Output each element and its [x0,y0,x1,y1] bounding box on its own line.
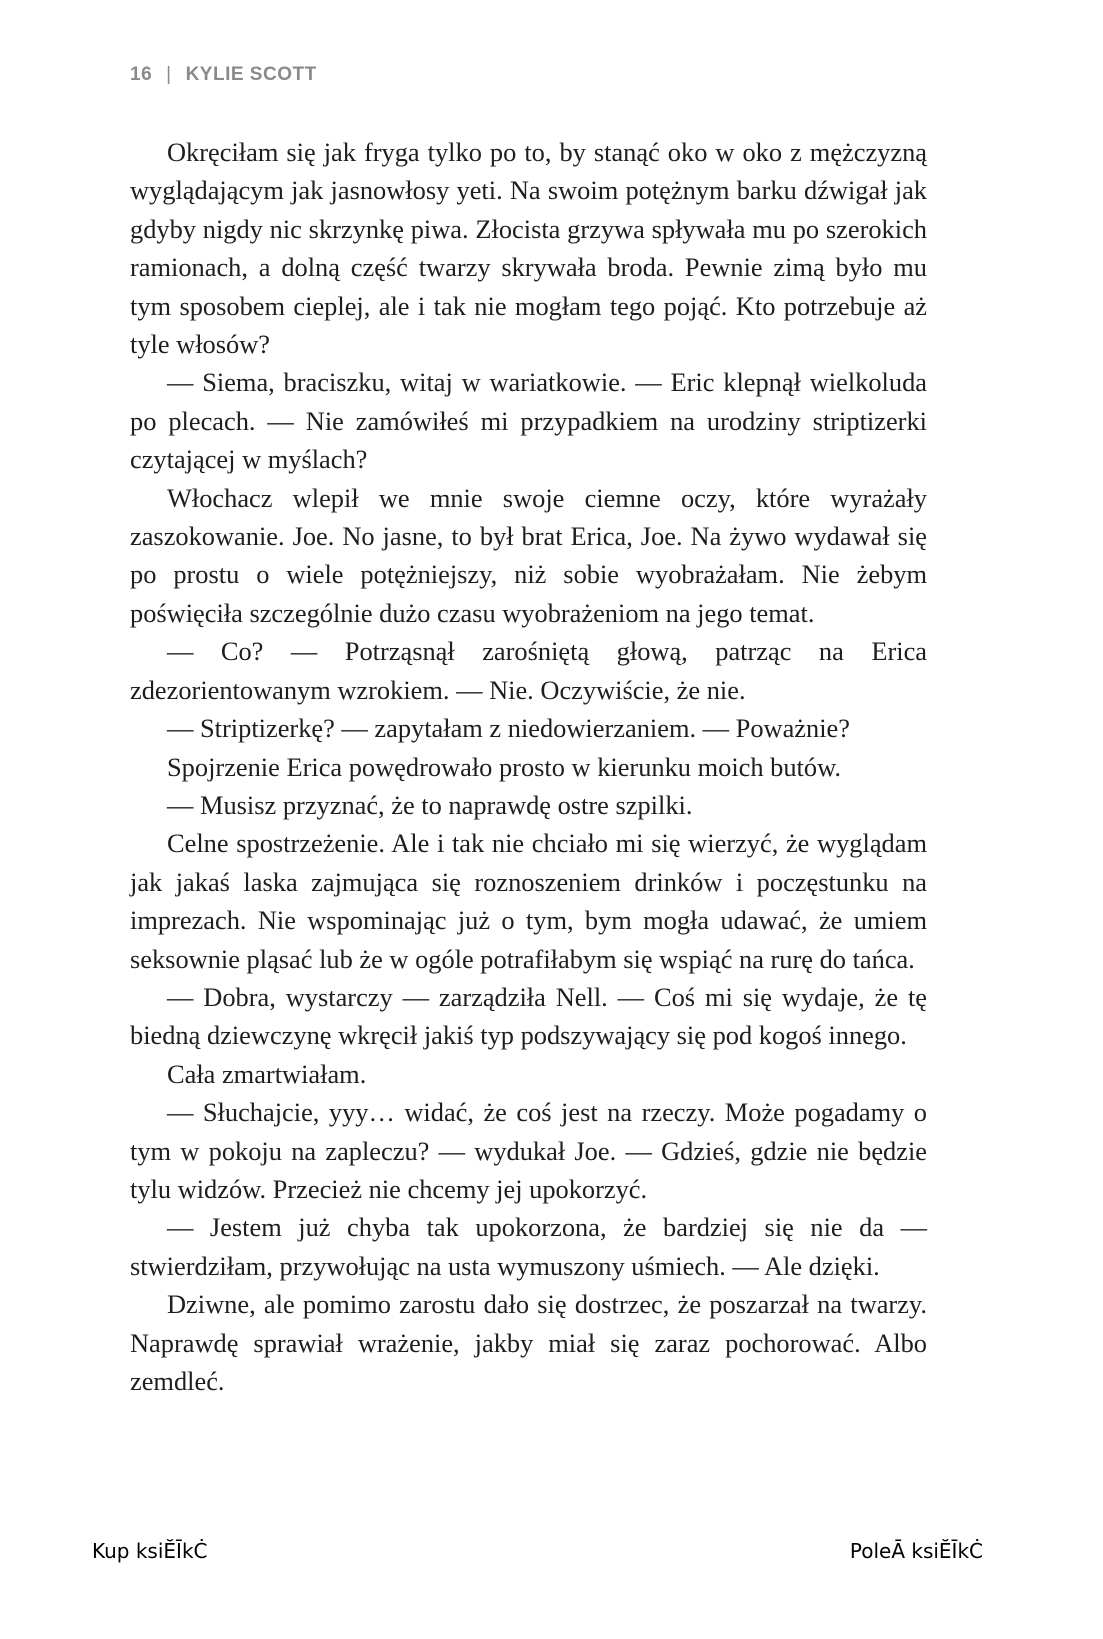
paragraph: Celne spostrzeżenie. Ale i tak nie chciało mi się wierzyć, że wyglądam jak jakaś laska zajmująca się roznoszeniem drinków i poczęstunku na imprezach. Nie wspominając już o tym, bym mogła udawać, że umiem seksownie pląsać lub że w ogóle potrafiłabym się wspiąć na rurę do tańca. [130,828,927,974]
running-header [130,64,317,86]
paragraph: Cała zmartwiałam. [167,1058,367,1089]
header-separator: | [166,64,172,85]
paragraph: — Co? — Potrząsnął zarośniętą głową, patrząc na Erica zdezorientowanym wzrokiem. — Nie. Oczywiście, że nie. [130,636,927,705]
paragraph: — Jestem już chyba tak upokorzona, że bardziej się nie da — stwierdziłam, przywołując na usta wymuszony uśmiech. — Ale dzięki. [130,1212,927,1281]
paragraph: — Dobra, wystarczy — zarządziła Nell. — Coś mi się wydaje, że tę biedną dziewczynę wkręcił jakiś typ podszywający się pod kogoś innego. [130,981,927,1051]
paragraph: Włochacz wlepił we mnie swoje ciemne oczy, które wyrażały zaszokowanie. Joe. No jasne, to był brat Erica, Joe. Na żywo wydawał się po prostu o wiele potężniejszy, niż sobie wyobrażałam. Nie żebym poświęciła szczególnie dużo czasu wyobrażeniom na jego temat. [130,482,927,628]
buy-book-link[interactable]: Kup ksiĔĪkĊ [92,1539,208,1563]
paragraph: Dziwne, ale pomimo zarostu dało się dostrzec, że poszarzał na twarzy. Naprawdę sprawiał wrażenie, jakby miał się zaraz pochorować. Albo zemdleć. [130,1289,927,1396]
body-text [130,133,927,1400]
paragraph: — Striptizerkę? — zapytałam z niedowierzaniem. — Poważnie? [167,713,850,744]
paragraph: Okręciłam się jak fryga tylko po to, by stanąć oko w oko z mężczyzną wyglądającym jak jasnowłosy yeti. Na swoim potężnym barku dźwigał jak gdyby nigdy nic skrzynkę piwa. Złocista grzywa spływała mu po szerokich ramionach, a dolną część twarzy skrywała broda. Pewnie zimą było mu tym sposobem cieplej, ale i tak nie mogłam tego pojąć. Kto potrzebuje aż tyle włosów? [130,137,927,360]
paragraph: — Siema, braciszku, witaj w wariatkowie. — Eric klepnął wielkoluda po plecach. — Nie zamówiłeś mi przypadkiem na urodziny striptizerki czytającej w myślach? [130,367,927,475]
paragraph: Spojrzenie Erica powędrowało prosto w kierunku moich butów. [167,751,842,782]
paragraph: — Musisz przyznać, że to naprawdę ostre szpilki. [167,789,693,820]
paragraph: — Słuchajcie, yyy… widać, że coś jest na rzeczy. Może pogadamy o tym w pokoju na zapleczu? — wydukał Joe. — Gdzieś, gdzie nie będzie tylu widzów. Przecież nie chcemy jej upokorzyć. [130,1097,927,1204]
recommend-book-link[interactable]: PoleĀ ksiĔĪkĊ [849,1539,983,1563]
page-number: 16 [130,64,153,85]
author-name: KYLIE SCOTT [185,64,317,85]
